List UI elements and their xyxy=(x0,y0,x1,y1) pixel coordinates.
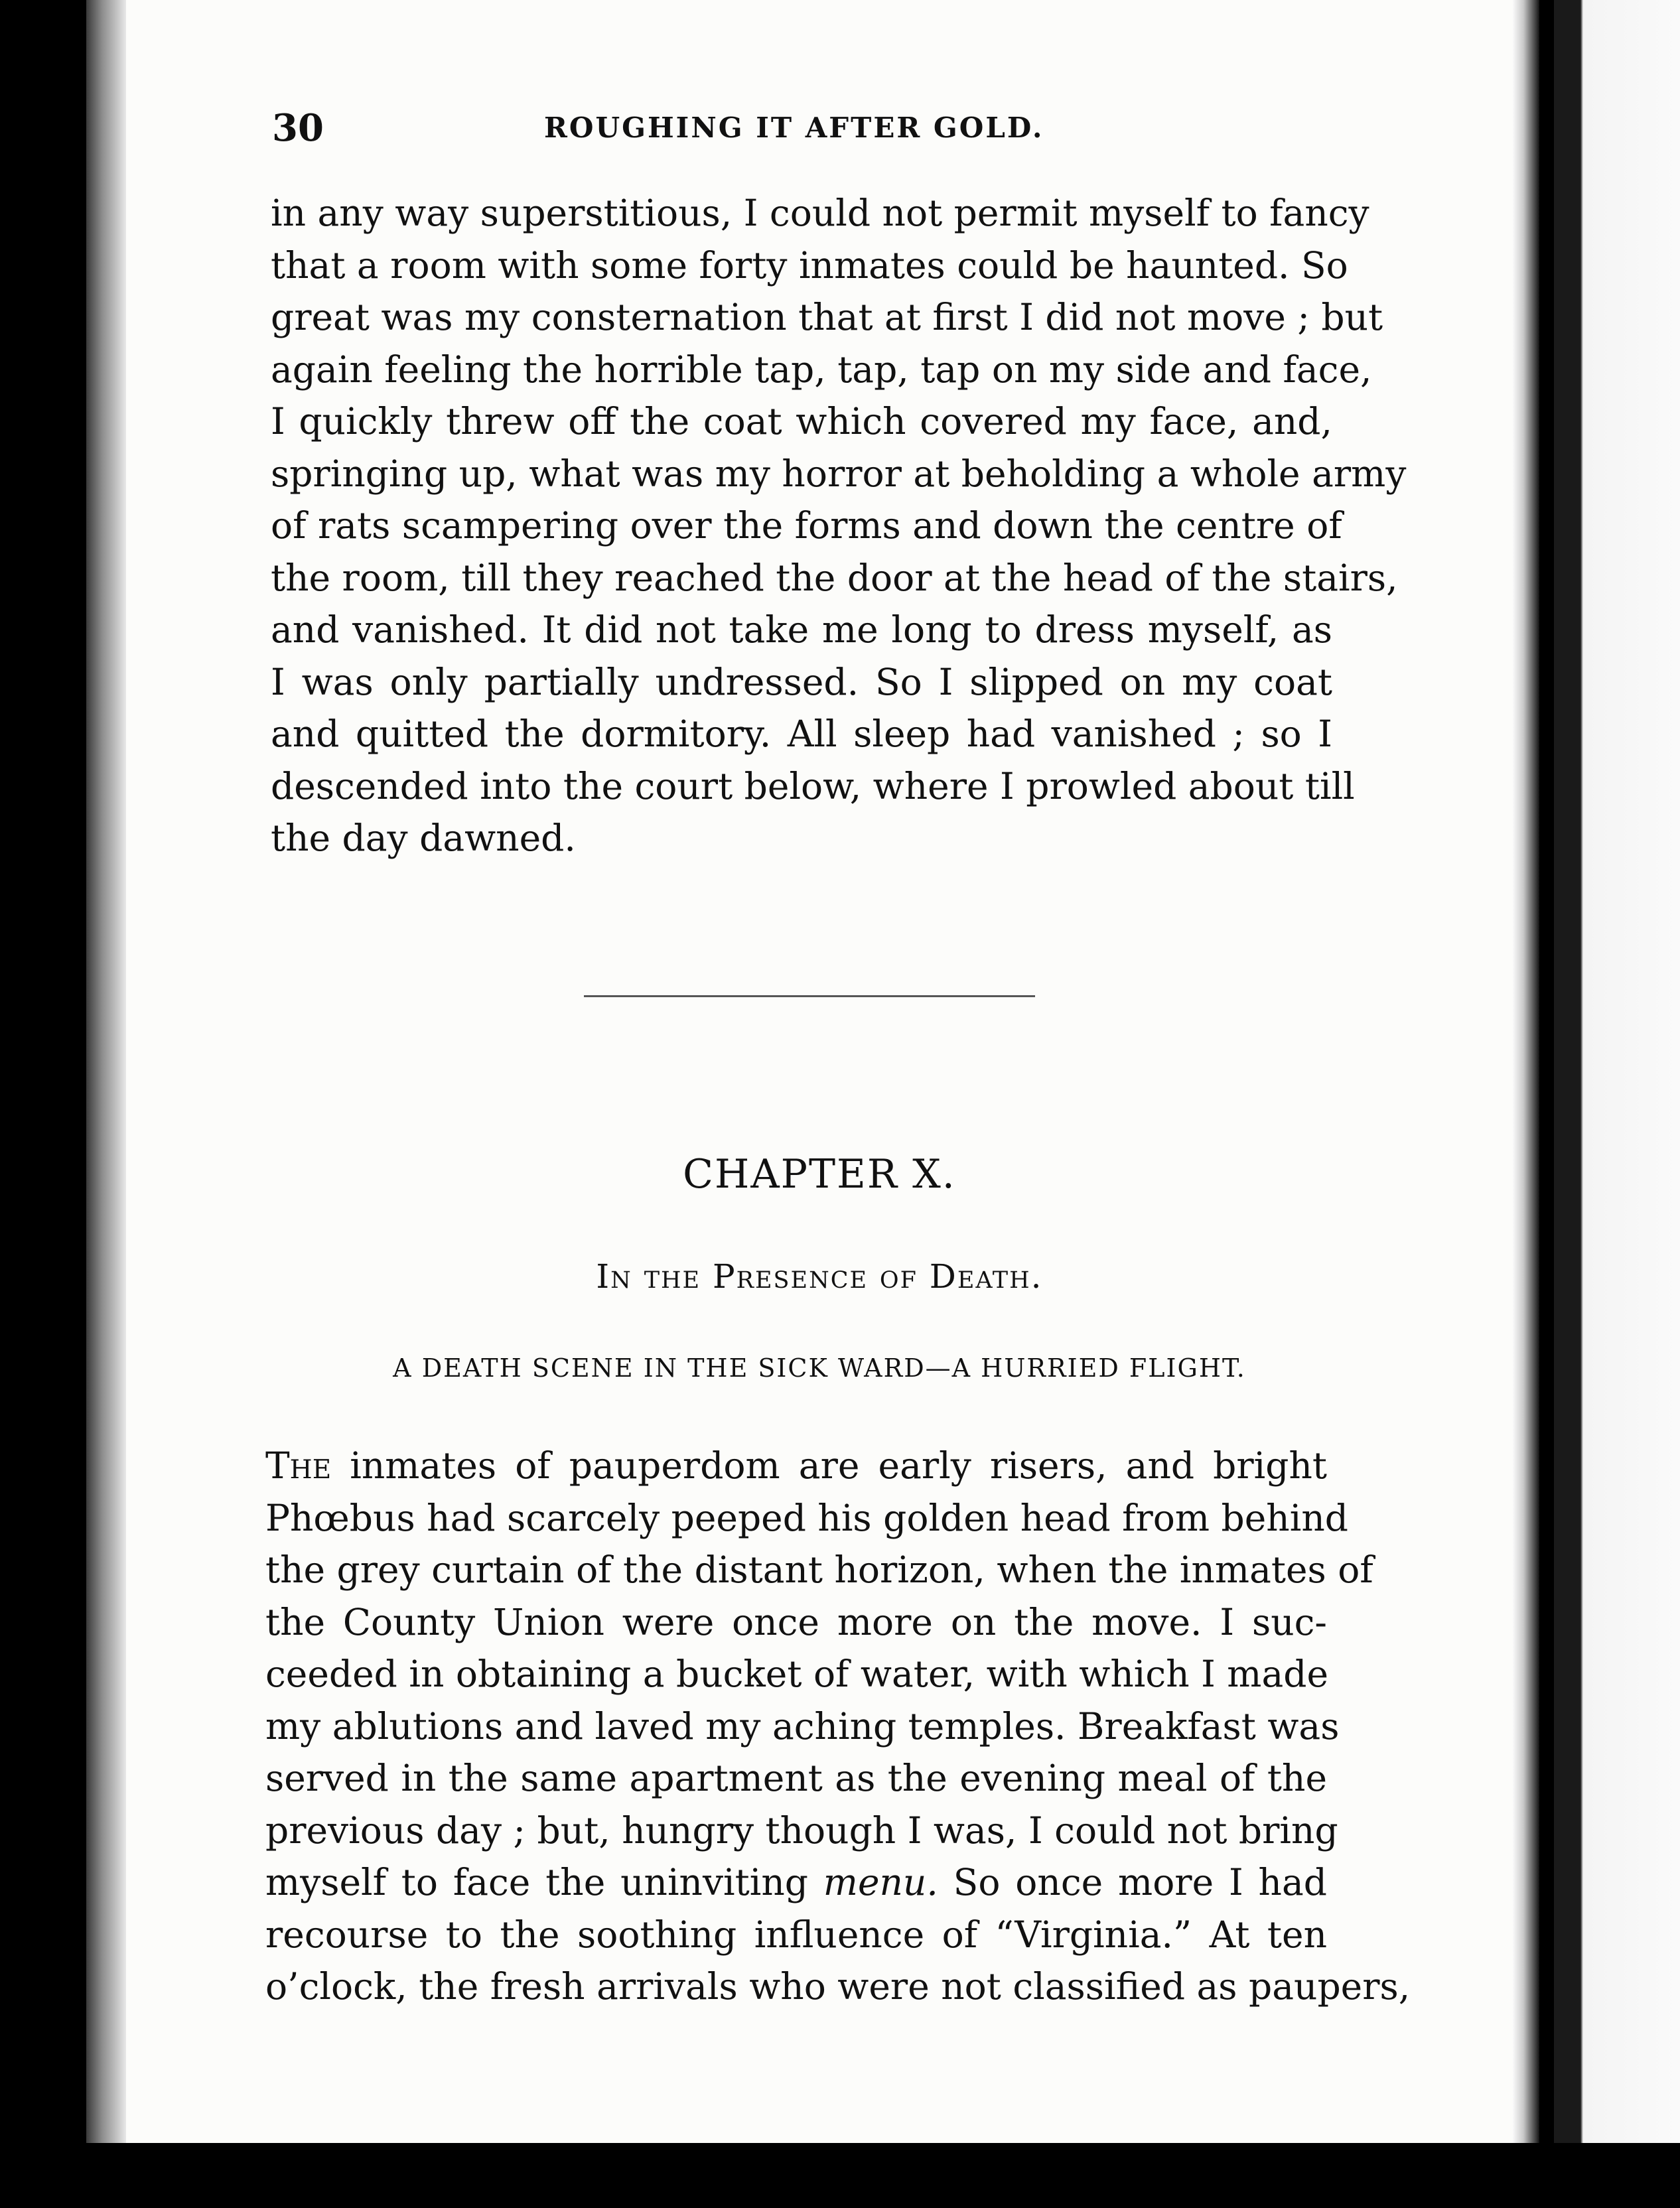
text-fragment: So once more I had xyxy=(938,1861,1327,1903)
text-line: and vanished. It did not take me long to dress myself, as xyxy=(271,608,1332,651)
facing-page-strip xyxy=(1554,0,1680,2143)
text-line: the grey curtain of the distant horizon, when the inmates of xyxy=(265,1549,1373,1591)
text-line xyxy=(265,1440,1327,1492)
text-line xyxy=(265,1856,1327,1909)
text-fragment: myself to face the uninviting xyxy=(265,1861,823,1903)
text-line: the room, till they reached the door at the head of the stairs, xyxy=(271,556,1398,599)
chapter-subtitle: In the Presence of Death. xyxy=(596,1257,1043,1296)
text-line: previous day ; but, hungry though I was, I could not bring xyxy=(265,1809,1338,1852)
text-line: I quickly threw off the coat which covered my face, and, xyxy=(271,400,1332,443)
chapter-opening-paragraph xyxy=(265,1440,1411,2013)
italic-word: menu. xyxy=(823,1861,938,1903)
text-line: the day dawned. xyxy=(271,817,576,859)
running-title: ROUGHING IT AFTER GOLD. xyxy=(544,111,1044,144)
text-line: served in the same apartment as the evening meal of the xyxy=(265,1757,1327,1799)
text-line: o’clock, the fresh arrivals who were not classified as paupers, xyxy=(265,1965,1411,2008)
text-fragment: inmates of pauperdom are early risers, and bright xyxy=(331,1444,1327,1487)
text-line: Phœbus had scarcely peeped his golden head from behind xyxy=(265,1496,1348,1539)
text-line: in any way superstitious, I could not permit myself to fancy xyxy=(271,192,1369,234)
section-divider-rule xyxy=(584,995,1035,997)
text-line: of rats scampering over the forms and down the centre of xyxy=(271,504,1342,547)
running-head xyxy=(272,106,1334,159)
text-line: descended into the court below, where I prowled about till xyxy=(271,764,1355,807)
text-line: that a room with some forty inmates could be haunted. So xyxy=(271,243,1348,287)
chapter-title: CHAPTER X. xyxy=(683,1151,956,1198)
paragraph-continued xyxy=(271,187,1407,864)
text-line: I was only partially undressed. So I slipped on my coat xyxy=(271,660,1332,703)
page-left-edge xyxy=(86,0,126,2143)
chapter-summary: A DEATH SCENE IN THE SICK WARD—A HURRIED FLIGHT. xyxy=(393,1353,1246,1383)
text-line: recourse to the soothing influence of “Virginia.” At ten xyxy=(265,1913,1327,1956)
text-line: again feeling the horrible tap, tap, tap on my side and face, xyxy=(271,348,1372,391)
page-number: 30 xyxy=(272,106,324,150)
page-right-binding xyxy=(1513,0,1539,2143)
scan-bottom-edge xyxy=(0,2143,1680,2208)
text-line: great was my consternation that at first I did not move ; but xyxy=(271,296,1383,338)
text-line: ceeded in obtaining a bucket of water, with which I made xyxy=(265,1653,1329,1695)
text-line: springing up, what was my horror at beholding a whole army xyxy=(271,452,1407,495)
text-line: my ablutions and laved my aching temples. Breakfast was xyxy=(265,1704,1340,1748)
text-line: the County Union were once more on the move. I suc- xyxy=(265,1600,1327,1643)
text-line: and quitted the dormitory. All sleep had vanished ; so I xyxy=(271,713,1332,755)
opening-word: The xyxy=(265,1444,332,1487)
